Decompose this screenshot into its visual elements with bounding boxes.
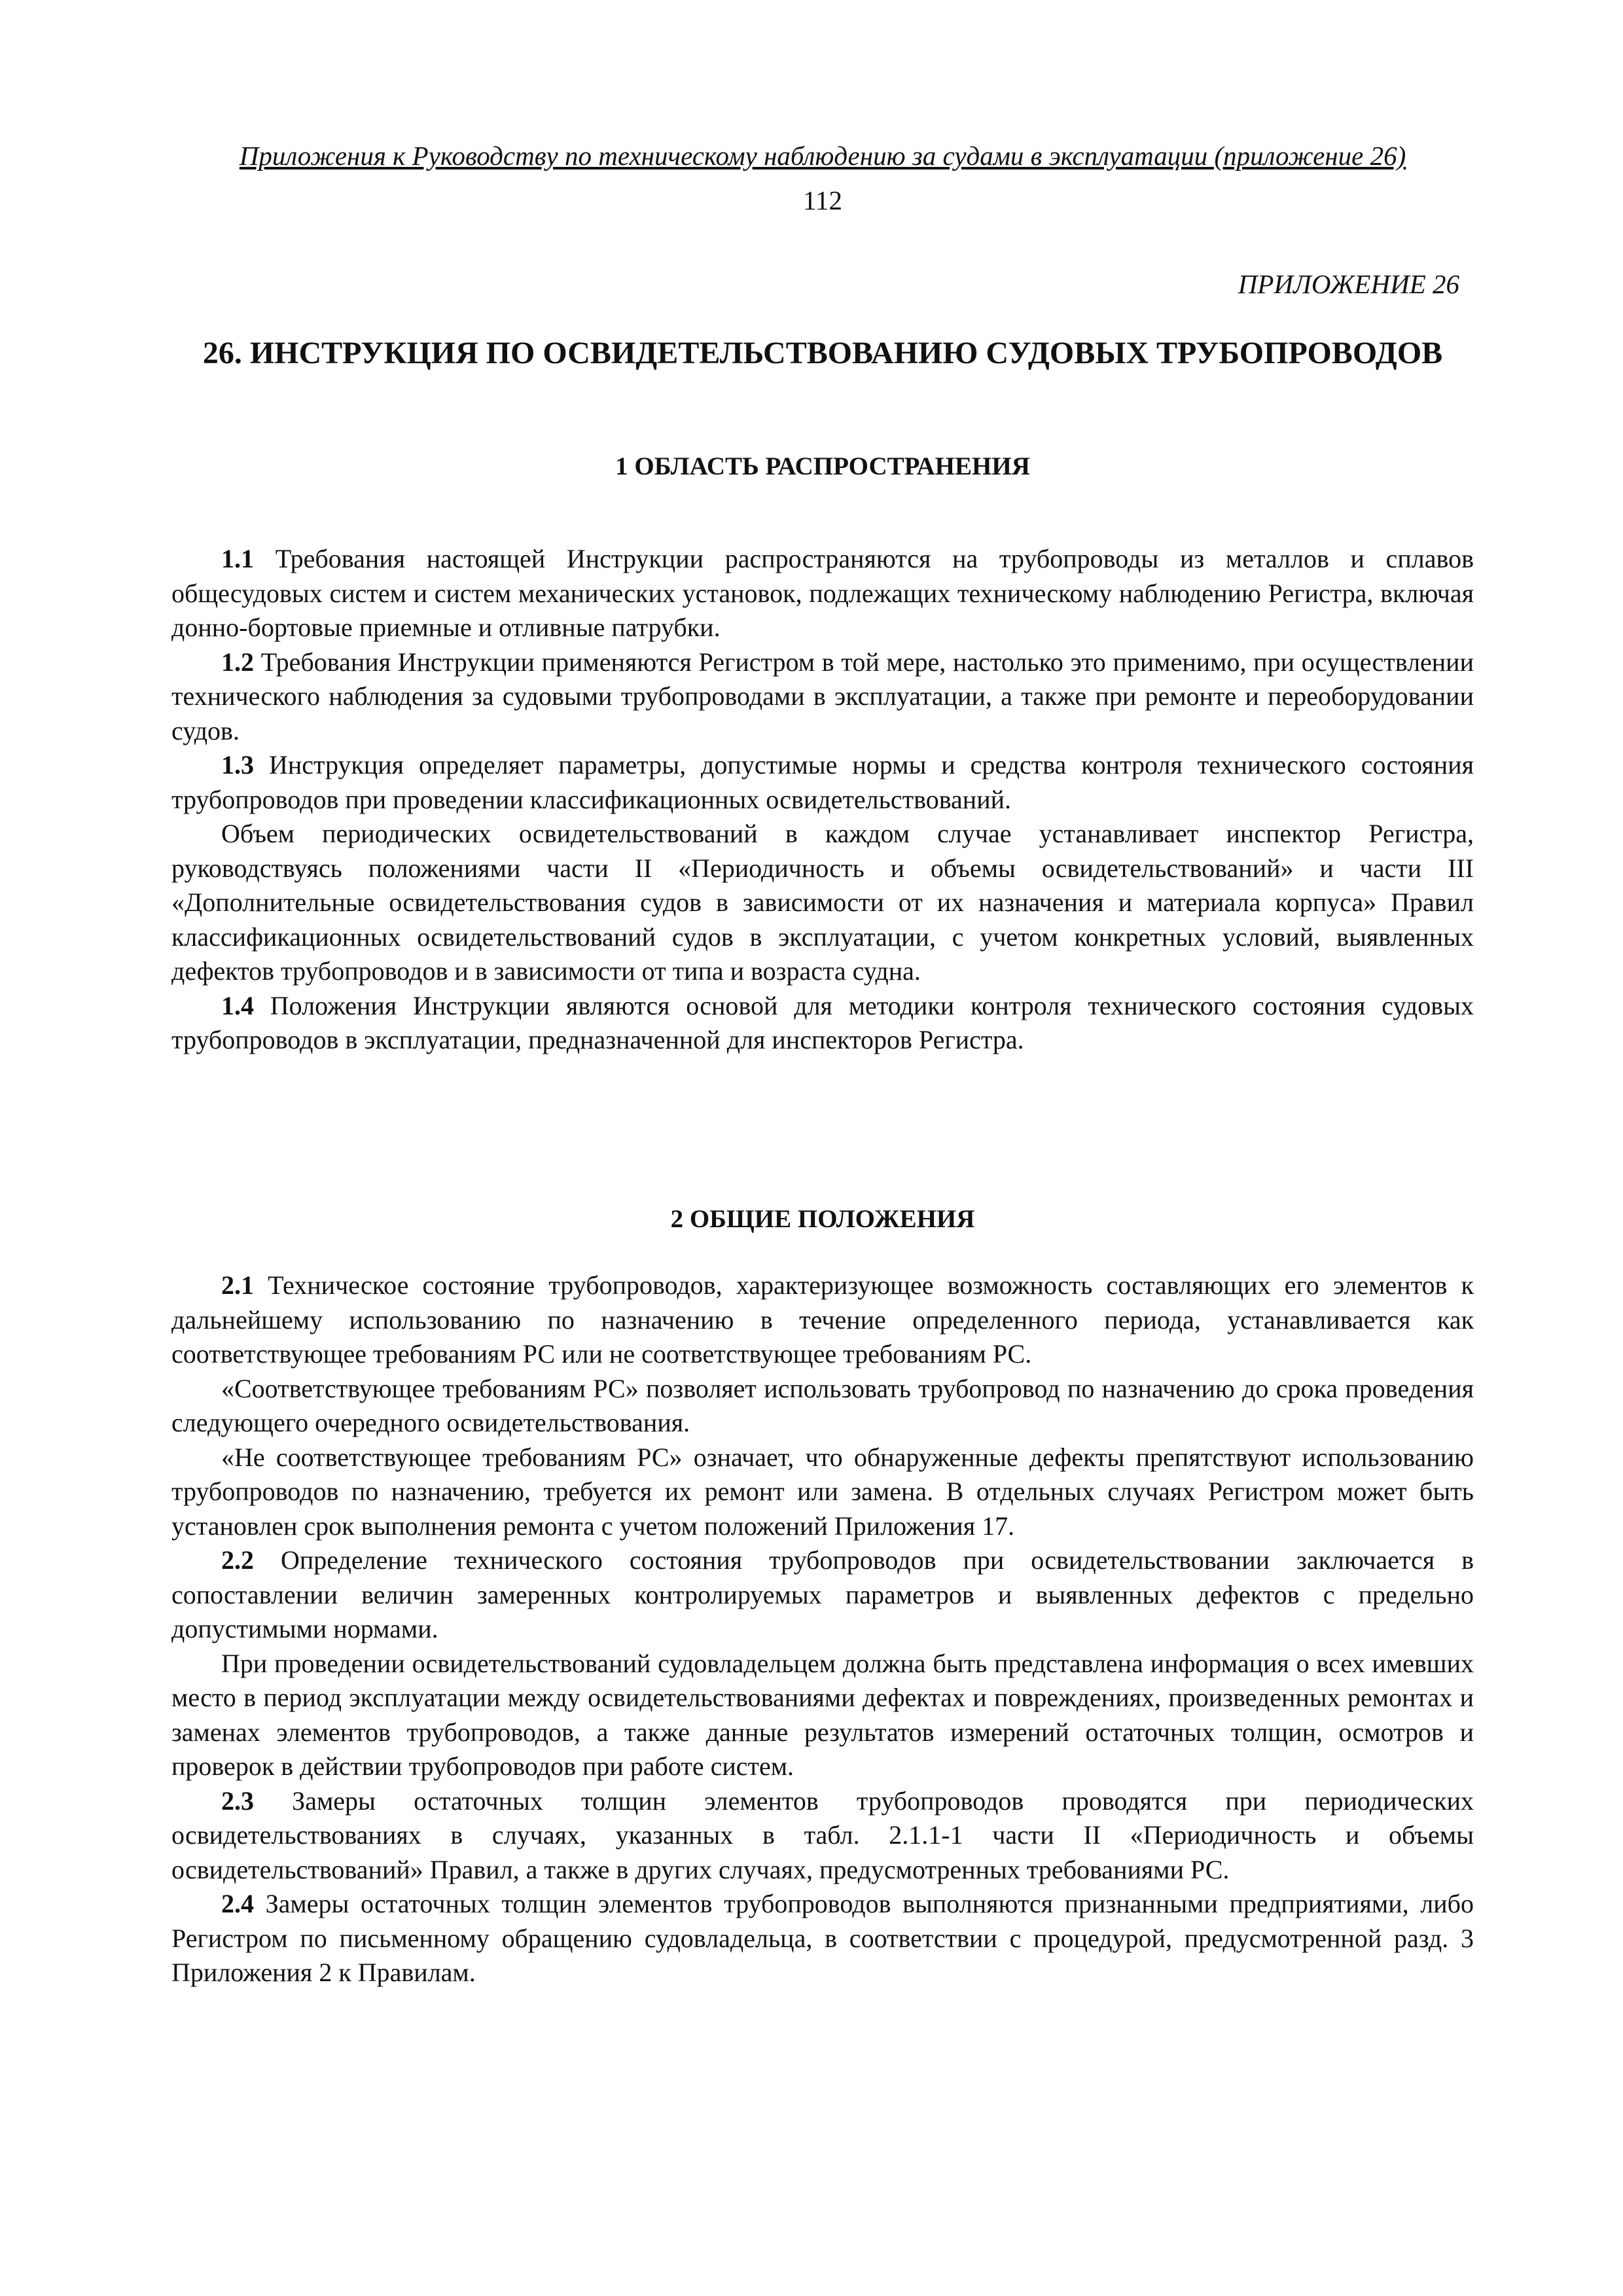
paragraph-2-2 bbox=[171, 1543, 1474, 1647]
paragraph-1-2 bbox=[171, 645, 1474, 749]
page-number: 112 bbox=[803, 185, 842, 215]
section-1-heading: 1 ОБЛАСТЬ РАСПРОСТРАНЕНИЯ bbox=[615, 452, 1030, 480]
paragraph-text: «Соответствующее требованиям РС» позволяет использовать трубопровод по назначению до срока проведения следующего очередного освидетельствования. bbox=[171, 1373, 1474, 1437]
paragraph-2-1-noncompliant bbox=[171, 1441, 1474, 1544]
section-2-heading: 2 ОБЩИЕ ПОЛОЖЕНИЯ bbox=[670, 1205, 975, 1233]
paragraph-text: Инструкция определяет параметры, допустимые нормы и средства контроля технического состояния трубопроводов при проведении классификационных освидетельствований. bbox=[171, 750, 1474, 814]
section-1-body bbox=[171, 542, 1474, 1058]
appendix-label: ПРИЛОЖЕНИЕ 26 bbox=[1238, 269, 1459, 299]
clause-number: 1.4 bbox=[221, 990, 254, 1020]
paragraph-text: Требования Инструкции применяются Регистром в той мере, настолько это применимо, при осуществлении технического наблюдения за судовыми трубопроводами в эксплуатации, а также при ремонте и переоборудовании судов. bbox=[171, 647, 1474, 745]
paragraph-1-1 bbox=[171, 542, 1474, 645]
paragraph-text: Определение технического состояния трубопроводов при освидетельствовании заключается в сопоставлении величин замеренных контролируемых параметров и выявленных дефектов с предельно допустимыми нормами. bbox=[171, 1545, 1474, 1643]
paragraph-text: Положения Инструкции являются основой для методики контроля технического состояния судовых трубопроводов в эксплуатации, предназначенной для инспекторов Регистра. bbox=[171, 990, 1474, 1054]
paragraph-text: Замеры остаточных толщин элементов трубопроводов выполняются признанными предприятиями, либо Регистром по письменному обращению судовладельца, в соответствии с процедурой, предусмотренной разд. 3 Приложения 2 к Правилам. bbox=[171, 1889, 1474, 1987]
document-title: 26. ИНСТРУКЦИЯ ПО ОСВИДЕТЕЛЬСТВОВАНИЮ СУДОВЫХ ТРУБОПРОВОДОВ bbox=[202, 336, 1443, 370]
paragraph-2-1 bbox=[171, 1268, 1474, 1372]
paragraph-text: Замеры остаточных толщин элементов трубопроводов проводятся при периодических освидетельствованиях в случаях, указанных в табл. 2.1.1-1 части II «Периодичность и объемы освидетельствований» Правил, а также в других случаях, предусмотренных требованиями РС. bbox=[171, 1785, 1474, 1884]
paragraph-1-4 bbox=[171, 989, 1474, 1058]
paragraph-2-4 bbox=[171, 1887, 1474, 1990]
clause-number: 2.4 bbox=[221, 1889, 254, 1918]
paragraph-text: Техническое состояние трубопроводов, характеризующее возможность составляющих его элементов к дальнейшему использованию по назначению в течение определенного периода, устанавливается как соответствующее требованиям РС или не соответствующее требованиям РС. bbox=[171, 1270, 1474, 1369]
paragraph-text: Требования настоящей Инструкции распространяются на трубопроводы из металлов и сплавов общесудовых систем и систем механических установок, подлежащих техническому наблюдению Регистра, включая донно-бортовые приемные и отливные патрубки. bbox=[171, 544, 1474, 642]
paragraph-2-2-info bbox=[171, 1647, 1474, 1784]
paragraph-text: «Не соответствующее требованиям РС» означает, что обнаруженные дефекты препятствуют использованию трубопроводов по назначению, требуется их ремонт или замена. В отдельных случаях Регистром может быть установлен срок выполнения ремонта с учетом положений Приложения 17. bbox=[171, 1442, 1474, 1541]
paragraph-1-3-scope bbox=[171, 817, 1474, 989]
clause-number: 2.2 bbox=[221, 1545, 254, 1575]
running-header: Приложения к Руководству по техническому наблюдению за судами в эксплуатации (приложение 26) bbox=[239, 141, 1406, 171]
clause-number: 1.3 bbox=[221, 750, 254, 780]
paragraph-2-3 bbox=[171, 1784, 1474, 1888]
paragraph-1-3 bbox=[171, 748, 1474, 817]
clause-number: 2.1 bbox=[221, 1270, 254, 1300]
section-2-body bbox=[171, 1268, 1474, 1990]
clause-number: 2.3 bbox=[221, 1785, 254, 1816]
clause-number: 1.1 bbox=[221, 544, 254, 573]
paragraph-text: Объем периодических освидетельствований в каждом случае устанавливает инспектор Регистра, руководствуясь положениями части II «Периодичность и объемы освидетельствований» и части III «Дополнительные освидетельствования судов в зависимости от их назначения и материала корпуса» Правил классификационных освидетельствований судов в эксплуатации, с учетом конкретных условий, выявленных дефектов трубопроводов и в зависимости от типа и возраста судна. bbox=[171, 819, 1474, 986]
paragraph-2-1-compliant bbox=[171, 1372, 1474, 1441]
paragraph-text: При проведении освидетельствований судовладельцем должна быть представлена информация о всех имевших место в период эксплуатации между освидетельствованиями дефектах и повреждениях, произведенных ремонтах и заменах элементов трубопроводов, а также данные результатов измерений остаточных толщин, осмотров и проверок в действии трубопроводов при работе систем. bbox=[171, 1648, 1474, 1781]
clause-number: 1.2 bbox=[221, 647, 254, 677]
